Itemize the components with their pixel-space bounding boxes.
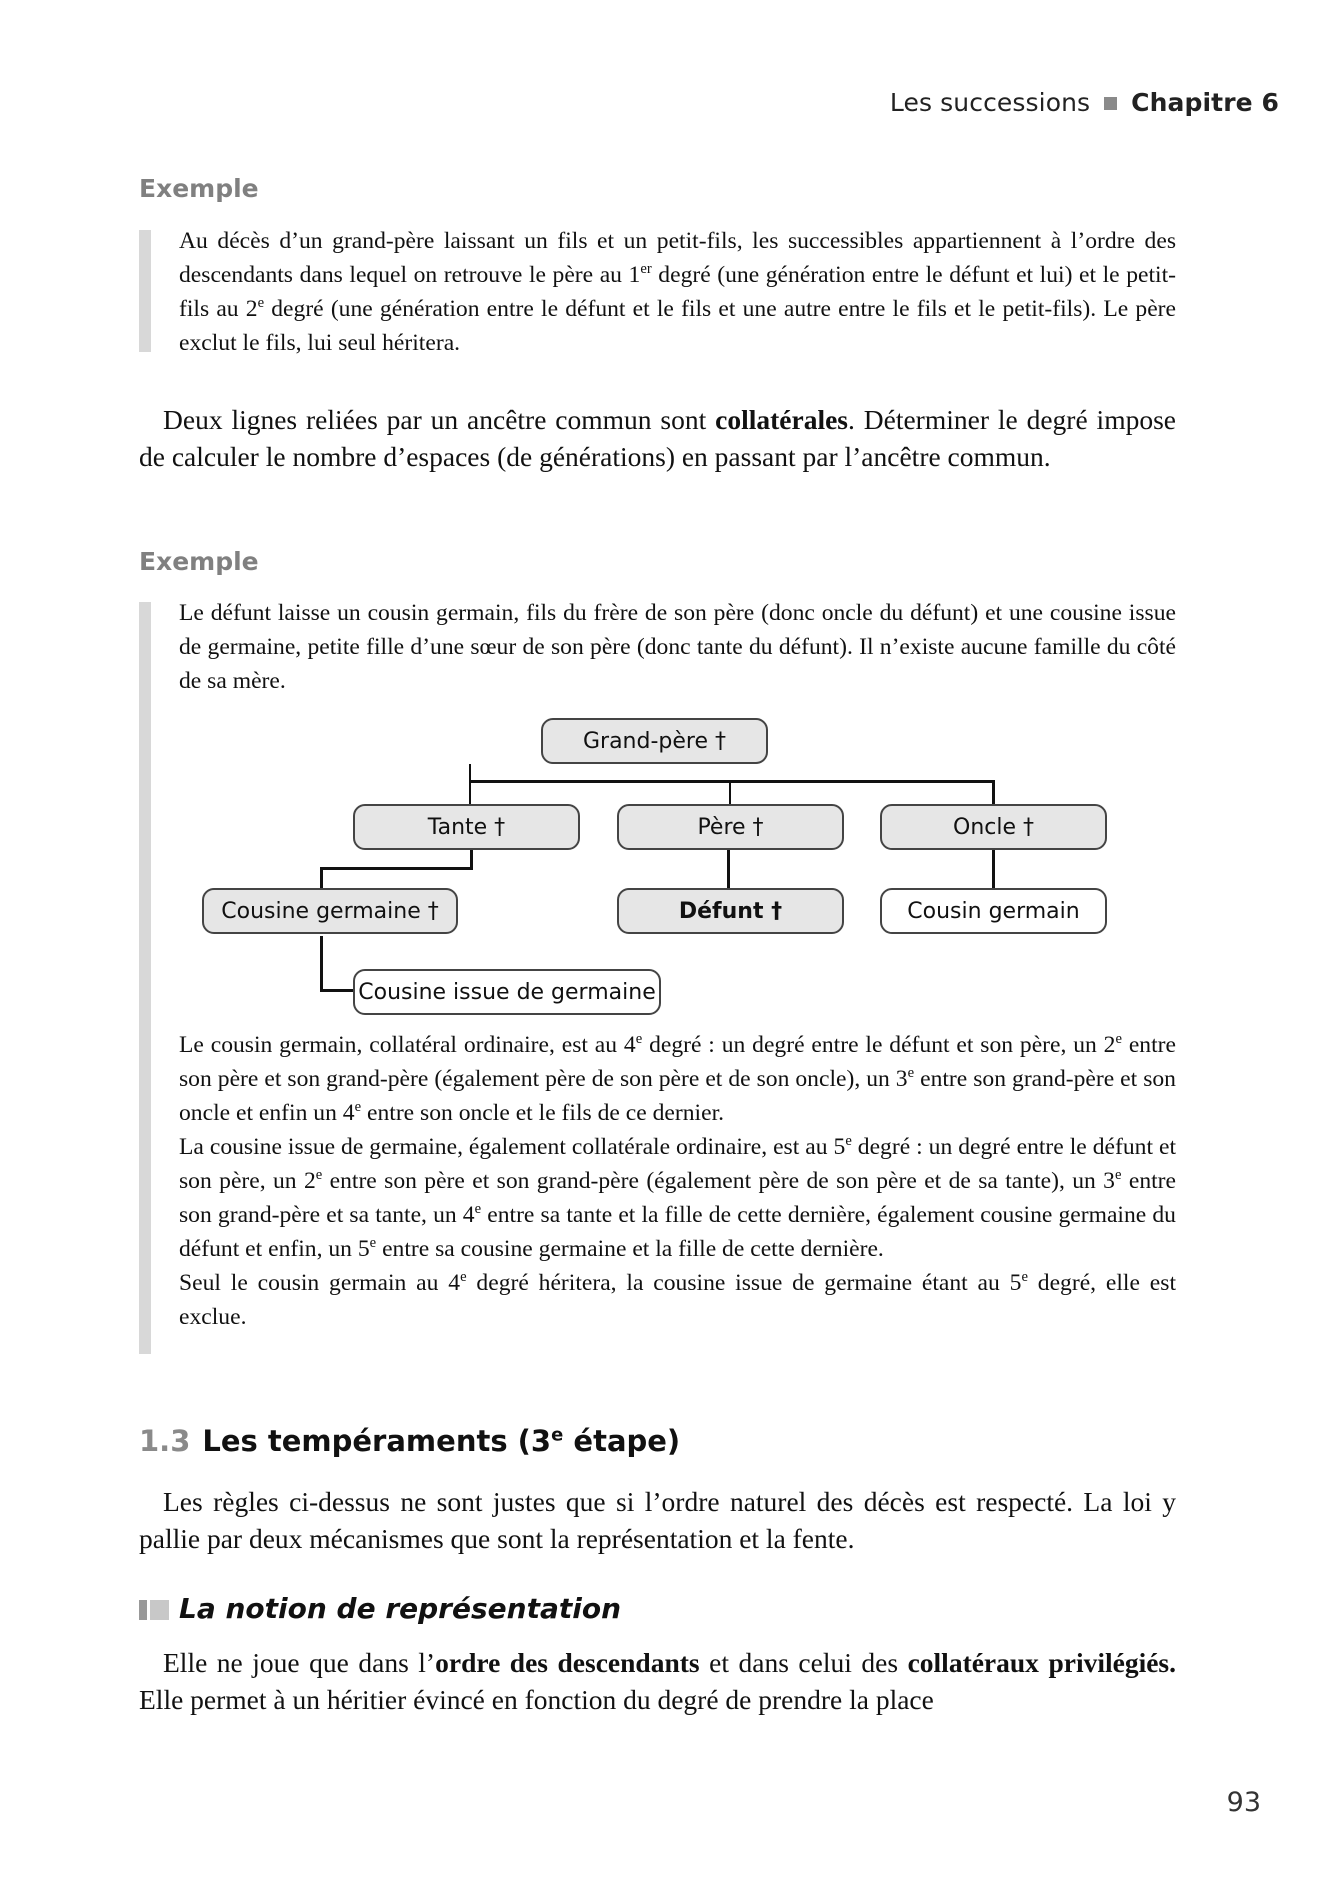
node-pere: Père † [617, 804, 844, 850]
example-sidebar-bar [139, 230, 151, 352]
example-label: Exemple [139, 174, 259, 203]
example-label: Exemple [139, 547, 259, 576]
connector-line [469, 780, 471, 806]
section-heading [139, 1424, 680, 1458]
example-sidebar-bar [139, 602, 151, 1354]
node-grand-pere: Grand-père † [541, 718, 768, 764]
connector-line [470, 850, 473, 870]
subsection-title: La notion de représentation [179, 1592, 621, 1625]
node-cousine-issue-de-germaine: Cousine issue de germaine [353, 969, 661, 1015]
running-header [890, 88, 1279, 117]
paragraph-representation: Elle ne joue que dans l’ordre des descendants et dans celui des collatéraux privilégiés. Elle permet à un héritier évincé en fonction du degré de prendre la place [139, 1647, 1176, 1715]
node-cousine-germaine: Cousine germaine † [202, 888, 458, 934]
example-explanation: Le cousin germain, collatéral ordinaire, est au 4e degré : un degré entre le défunt et son père, un 2e entre son père et son grand-père (également père de son père et de son oncle), un 3e entre son grand-père et son oncle et enfin un 4e entre son oncle et le fils de ce dernier. La cousine issue de germaine, également collatérale ordinaire, est au 5e degré : un degré entre le défunt et son père, un 2e entre son père et son grand-père (également père de son père et de sa tante), un 3e entre son grand-père et sa tante, un 4e entre sa tante et la fille de cette dernière, également cousine germaine du défunt et enfin, un 5e entre sa cousine germaine et la fille de cette dernière. Seul le cousin germain au 4e degré héritera, la cousine issue de germaine étant au 5e degré, elle est exclue. [179, 1031, 1177, 1330]
node-tante: Tante † [353, 804, 580, 850]
paragraph-collaterales: Deux lignes reliées par un ancêtre commun sont collatérales. Déterminer le degré impose de calculer le nombre d’espaces (de générations) en passant par l’ancêtre commun. [139, 404, 1176, 472]
connector-line [469, 764, 471, 782]
connector-line [320, 989, 355, 992]
connector-line [992, 850, 995, 890]
connector-line [320, 936, 323, 992]
section-title: Les tempéraments (3e étape) [202, 1424, 681, 1458]
section-number: 1.3 [139, 1424, 191, 1458]
subsection-marker-icon [139, 1600, 169, 1620]
example-text: Au décès d’un grand-père laissant un fils et un petit-fils, les successibles appartiennent à l’ordre des descendants dans lequel on retrouve le père au 1er degré (une génération entre le défunt et lui) et le petit-fils au 2e degré (une génération entre le défunt et le fils et une autre entre le fils et le petit-fils). Le père exclut le fils, lui seul héritera. [179, 228, 1176, 356]
connector-line [320, 867, 473, 870]
paragraph-regles: Les règles ci-dessus ne sont justes que si l’ordre naturel des décès est respecté. La loi y pallie par deux mécanismes que sont la représentation et la fente. [139, 1486, 1176, 1554]
node-cousin-germain: Cousin germain [880, 888, 1107, 934]
example-intro: Le défunt laisse un cousin germain, fils du frère de son père (donc oncle du défunt) et une cousine issue de germaine, petite fille d’une sœur de son père (donc tante du défunt). Il n’existe aucune famille du côté de sa mère. [179, 600, 1176, 694]
connector-line [992, 780, 995, 806]
node-defunt: Défunt † [617, 888, 844, 934]
subsection-heading [139, 1592, 621, 1625]
connector-line [729, 780, 731, 806]
connector-line [320, 867, 323, 892]
node-oncle: Oncle † [880, 804, 1107, 850]
page-number: 93 [1226, 1787, 1261, 1818]
header-chapter: Chapitre 6 [1131, 88, 1279, 117]
connector-line [469, 780, 994, 783]
square-bullet-icon [1104, 97, 1117, 110]
connector-line [727, 850, 730, 890]
header-section: Les successions [889, 88, 1091, 117]
